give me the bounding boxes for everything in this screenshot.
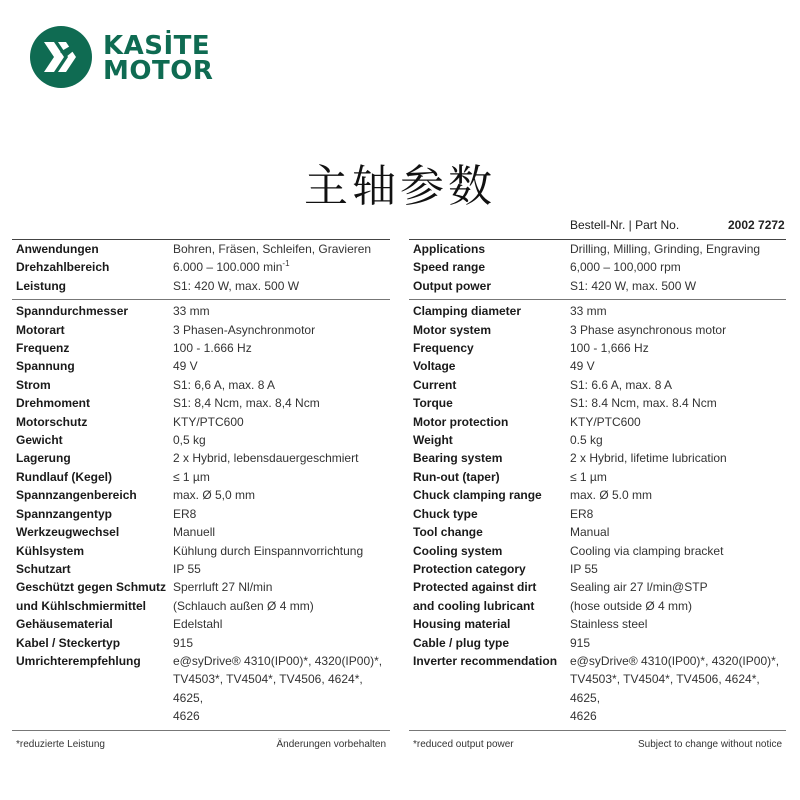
spec-row: [409, 413, 786, 431]
spec-value-text: e@syDrive® 4310(IP00)*, 4320(IP00)*,: [570, 653, 780, 668]
spec-value-text: (Schlauch außen Ø 4 mm): [173, 598, 314, 613]
spec-value: [173, 277, 390, 295]
spec-row: [409, 357, 786, 375]
part-number-label: Bestell-Nr. | Part No.: [570, 218, 680, 232]
spec-key: Spannzangentyp: [16, 506, 113, 521]
spec-key: Chuck type: [413, 506, 478, 521]
spec-row: [409, 376, 786, 394]
spec-key: Rundlauf (Kegel): [16, 469, 112, 484]
spec-row: [409, 634, 786, 652]
spec-row: [12, 615, 390, 633]
spec-key: Umrichterempfehlung: [16, 653, 141, 668]
spec-value: [173, 449, 390, 467]
spec-value-text: 33 mm: [570, 304, 607, 319]
spec-row: [409, 394, 786, 412]
spec-value: [173, 431, 390, 449]
spec-value: [570, 431, 786, 449]
spec-value-text: S1: 6,6 A, max. 8 A: [173, 377, 276, 392]
spec-key: Frequency: [413, 341, 474, 356]
spec-key: Cable / plug type: [413, 635, 510, 650]
spec-key: [12, 707, 173, 725]
spec-value-text: max. Ø 5.0 mm: [570, 488, 653, 503]
spec-row: [409, 578, 786, 596]
spec-value: [570, 468, 786, 486]
spec-value-text: Cooling via clamping bracket: [570, 543, 724, 558]
spec-row: [409, 449, 786, 467]
spec-value: [570, 615, 786, 633]
spec-key: Anwendungen: [16, 242, 99, 256]
spec-value: [570, 634, 786, 652]
spec-row: [12, 376, 390, 394]
part-number-value: 2002 7272: [728, 218, 785, 232]
spec-row: [409, 431, 786, 449]
spec-key: [409, 707, 570, 725]
spec-value: [173, 542, 390, 560]
spec-value-text: 3 Phasen-Asynchronmotor: [173, 322, 316, 337]
spec-row: [12, 277, 390, 295]
spec-section: [409, 300, 786, 730]
spec-row: [12, 431, 390, 449]
spec-value-text: IP 55: [173, 561, 201, 576]
spec-row: [409, 560, 786, 578]
spec-key: Current: [413, 377, 457, 392]
spec-value: [173, 670, 390, 707]
spec-value-text: 49 V: [173, 359, 198, 374]
spec-value-text: Bohren, Fräsen, Schleifen, Gravieren: [173, 242, 372, 256]
spec-value-text: S1: 8,4 Ncm, max. 8,4 Ncm: [173, 396, 320, 411]
spec-value-text: Manual: [570, 525, 610, 540]
spec-row: [12, 449, 390, 467]
spec-key: Bearing system: [413, 451, 503, 466]
spec-value: [570, 670, 786, 707]
spec-key: Schutzart: [16, 561, 71, 576]
spec-value: [570, 321, 786, 339]
spec-row: [409, 652, 786, 670]
spec-value-text: ≤ 1 µm: [173, 469, 210, 484]
logo-icon: [30, 26, 92, 88]
spec-value-text: 100 - 1,666 Hz: [570, 341, 649, 356]
spec-value: [173, 707, 390, 725]
spec-value: [570, 357, 786, 375]
spec-row: [12, 523, 390, 541]
spec-key: Strom: [16, 377, 51, 392]
spec-row: [409, 339, 786, 357]
spec-key: Gehäusematerial: [16, 617, 113, 632]
spec-value-text: 0.5 kg: [570, 433, 603, 448]
spec-value-text: KTY/PTC600: [173, 414, 244, 429]
spec-table-german: [12, 239, 390, 750]
spec-value: [173, 339, 390, 357]
spec-row: [409, 597, 786, 615]
spec-value-text: Stainless steel: [570, 617, 648, 632]
spec-value-text: (hose outside Ø 4 mm): [570, 598, 693, 613]
spec-row: [409, 258, 786, 276]
spec-value-text: max. Ø 5,0 mm: [173, 488, 256, 503]
spec-row: [12, 670, 390, 707]
spec-row: [12, 339, 390, 357]
spec-key: Cooling system: [413, 543, 503, 558]
spec-key: Speed range: [413, 260, 486, 275]
spec-value: [570, 707, 786, 725]
spec-row: [409, 277, 786, 295]
spec-section: [409, 240, 786, 300]
spec-value: [570, 652, 786, 670]
spec-value-text: 2 x Hybrid, lifetime lubrication: [570, 451, 727, 466]
spec-row: [409, 240, 786, 258]
spec-key: Output power: [413, 278, 491, 293]
spec-key: [12, 670, 173, 707]
spec-value-text: IP 55: [570, 561, 598, 576]
brand-line1: KASİTE: [103, 31, 211, 61]
spec-key: Leistung: [16, 278, 66, 293]
spec-value-text: ER8: [173, 506, 197, 521]
spec-row: [409, 523, 786, 541]
spec-key: Chuck clamping range: [413, 488, 542, 503]
spec-value: [570, 302, 786, 320]
spec-value: [173, 578, 390, 596]
spec-value-text: 4626: [570, 709, 597, 724]
spec-value-text: TV4503*, TV4504*, TV4506, 4624*, 4625,: [173, 672, 363, 705]
spec-value: [570, 578, 786, 596]
brand-line2: MOTOR: [103, 56, 214, 86]
spec-key: Protected against dirt: [413, 580, 537, 595]
spec-value-text: Manuell: [173, 525, 216, 540]
spec-value-text: S1: 6.6 A, max. 8 A: [570, 377, 673, 392]
spec-row: [409, 615, 786, 633]
spec-value: [570, 449, 786, 467]
spec-row: [12, 240, 390, 258]
spec-section: [12, 300, 390, 730]
spec-key: Tool change: [413, 525, 483, 540]
spec-section: [12, 240, 390, 300]
spec-value-text: 100 - 1.666 Hz: [173, 341, 252, 356]
spec-row: [409, 321, 786, 339]
spec-key: Motor system: [413, 322, 492, 337]
spec-key: Gewicht: [16, 433, 63, 448]
spec-value: [173, 258, 390, 276]
spec-key: Spannung: [16, 359, 75, 374]
spec-key: Motorart: [16, 322, 65, 337]
spec-key: Torque: [413, 396, 453, 411]
spec-value: [570, 560, 786, 578]
spec-key: [409, 670, 570, 707]
spec-value-superscript: -1: [282, 259, 290, 269]
spec-row: [12, 542, 390, 560]
spec-key: Voltage: [413, 359, 456, 374]
spec-row: [12, 394, 390, 412]
spec-row: [12, 486, 390, 504]
spec-row: [12, 468, 390, 486]
spec-key: Kabel / Steckertyp: [16, 635, 121, 650]
spec-value-text: Sperrluft 27 Nl/min: [173, 580, 273, 595]
spec-value: [570, 486, 786, 504]
spec-value: [570, 523, 786, 541]
spec-row: [409, 468, 786, 486]
spec-value-text: 3 Phase asynchronous motor: [570, 322, 727, 337]
spec-value-text: 49 V: [570, 359, 595, 374]
spec-value-text: S1: 420 W, max. 500 W: [173, 278, 300, 293]
spec-key: Drehmoment: [16, 396, 91, 411]
spec-key: Kühlsystem: [16, 543, 85, 558]
part-number: [570, 218, 785, 232]
spec-value: [570, 339, 786, 357]
spec-row: [12, 652, 390, 670]
spec-value: [570, 505, 786, 523]
spec-value: [173, 468, 390, 486]
spec-value: [173, 357, 390, 375]
spec-row: [12, 302, 390, 320]
spec-value-text: 0,5 kg: [173, 433, 206, 448]
spec-value: [173, 652, 390, 670]
spec-row: [12, 258, 390, 276]
spec-row: [409, 505, 786, 523]
spec-row: [12, 413, 390, 431]
footnote: *reduzierte Leistung: [16, 738, 105, 750]
spec-value-text: S1: 8.4 Ncm, max. 8.4 Ncm: [570, 396, 717, 411]
spec-row: [12, 634, 390, 652]
spec-value: [173, 302, 390, 320]
spec-value: [173, 523, 390, 541]
spec-key: Motor protection: [413, 414, 509, 429]
spec-value: [173, 321, 390, 339]
spec-value: [570, 376, 786, 394]
table-footer: [409, 739, 786, 750]
spec-value: [173, 376, 390, 394]
spec-key: Frequenz: [16, 341, 70, 356]
spec-value-text: Edelstahl: [173, 617, 223, 632]
spec-key: Protection category: [413, 561, 526, 576]
spec-value: [173, 615, 390, 633]
spec-value-text: ≤ 1 µm: [570, 469, 607, 484]
spec-key: Lagerung: [16, 451, 71, 466]
spec-value-text: 6,000 – 100,000 rpm: [570, 260, 681, 275]
spec-value-text: 4626: [173, 709, 200, 724]
spec-value-text: 6.000 – 100.000 min: [173, 260, 283, 275]
spec-key: Spannzangenbereich: [16, 488, 137, 503]
spec-key: Motorschutz: [16, 414, 88, 429]
spec-key: and cooling lubricant: [413, 598, 535, 613]
spec-row: [12, 560, 390, 578]
spec-value: [570, 258, 786, 276]
spec-value-text: Sealing air 27 l/min@STP: [570, 580, 708, 595]
spec-row: [409, 486, 786, 504]
spec-value: [570, 542, 786, 560]
spec-value-text: 33 mm: [173, 304, 210, 319]
spec-value: [570, 394, 786, 412]
spec-key: Werkzeugwechsel: [16, 525, 120, 540]
spec-key: Clamping diameter: [413, 304, 522, 319]
spec-row: [12, 578, 390, 596]
spec-value-text: Kühlung durch Einspannvorrichtung: [173, 543, 364, 558]
spec-value-text: 915: [570, 635, 591, 650]
spec-value: [173, 486, 390, 504]
spec-row: [12, 321, 390, 339]
spec-key: Housing material: [413, 617, 511, 632]
spec-value: [173, 634, 390, 652]
spec-key: Spanndurchmesser: [16, 304, 129, 319]
spec-key: und Kühlschmiermittel: [16, 598, 147, 613]
spec-row: [12, 505, 390, 523]
spec-row: [409, 302, 786, 320]
spec-value-text: S1: 420 W, max. 500 W: [570, 278, 697, 293]
change-notice: Subject to change without notice: [638, 738, 782, 750]
spec-row: [409, 670, 786, 707]
spec-value: [570, 597, 786, 615]
footnote: *reduced output power: [413, 738, 514, 750]
spec-value-text: Drilling, Milling, Grinding, Engraving: [570, 242, 761, 256]
spec-value: [570, 413, 786, 431]
spec-value-text: KTY/PTC600: [570, 414, 641, 429]
spec-value-text: e@syDrive® 4310(IP00)*, 4320(IP00)*,: [173, 653, 383, 668]
spec-value: [570, 277, 786, 295]
spec-key: Run-out (taper): [413, 469, 500, 484]
spec-table-english: [409, 239, 786, 750]
change-notice: Änderungen vorbehalten: [276, 738, 386, 750]
spec-value: [173, 240, 390, 258]
spec-key: Geschützt gegen Schmutz: [16, 580, 167, 595]
spec-key: Applications: [413, 242, 486, 256]
page-title: 主轴参数: [304, 161, 496, 212]
spec-key: Inverter recommendation: [413, 653, 558, 668]
brand-name: [103, 31, 214, 86]
spec-value-text: TV4503*, TV4504*, TV4506, 4624*, 4625,: [570, 672, 760, 705]
spec-row: [12, 357, 390, 375]
spec-key: Drehzahlbereich: [16, 260, 110, 275]
spec-row: [12, 597, 390, 615]
table-footer: [12, 739, 390, 750]
spec-value-text: 915: [173, 635, 194, 650]
spec-row: [12, 707, 390, 725]
spec-value: [173, 560, 390, 578]
spec-value: [173, 505, 390, 523]
spec-value: [173, 597, 390, 615]
spec-value: [173, 413, 390, 431]
spec-value: [570, 240, 786, 258]
spec-value-text: ER8: [570, 506, 594, 521]
spec-value: [173, 394, 390, 412]
spec-value-text: 2 x Hybrid, lebensdauergeschmiert: [173, 451, 359, 466]
spec-key: Weight: [413, 433, 453, 448]
spec-row: [409, 542, 786, 560]
spec-row: [409, 707, 786, 725]
